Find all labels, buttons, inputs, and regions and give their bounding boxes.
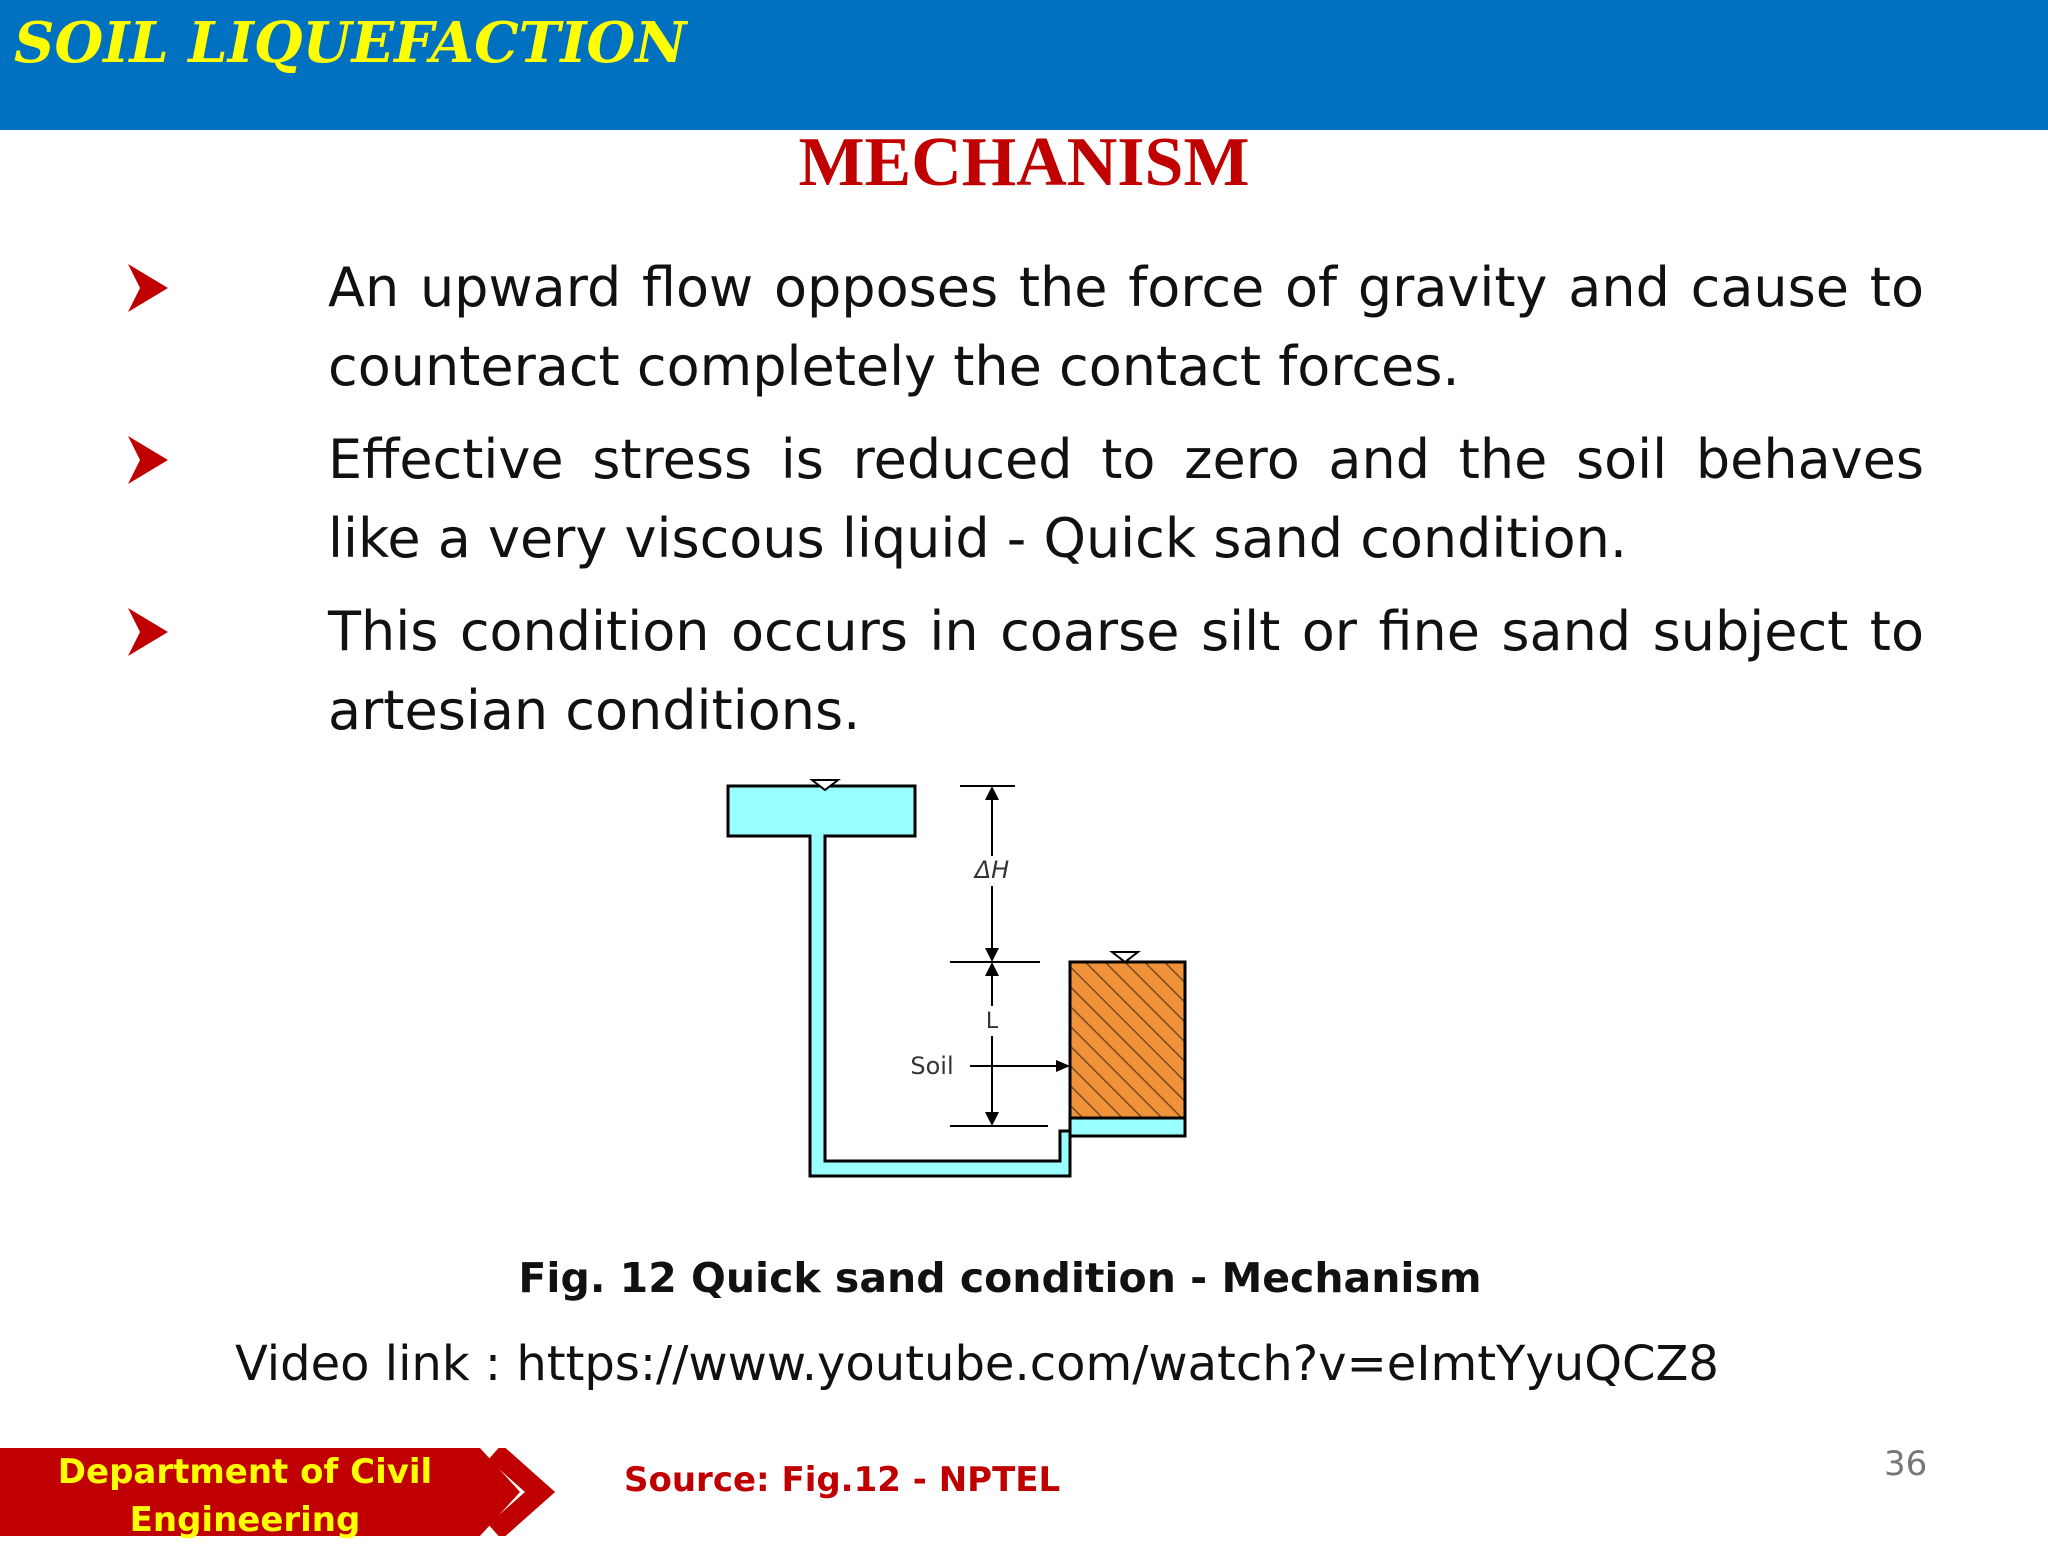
quick-sand-diagram xyxy=(720,776,1200,1196)
course-title: SOIL LIQUEFACTION xyxy=(14,10,687,76)
water-layer xyxy=(1070,1118,1185,1136)
soil-sample xyxy=(1070,962,1185,1118)
l-label: L xyxy=(985,1009,999,1034)
figure-caption: Fig. 12 Quick sand condition - Mechanism xyxy=(518,1254,1482,1302)
page-number: 36 xyxy=(1884,1444,1928,1484)
water-tube xyxy=(728,786,1105,1176)
slide-heading: MECHANISM xyxy=(798,124,1250,201)
arrowhead-bullet-icon xyxy=(126,434,170,486)
department-name: Department of Civil Engineering xyxy=(57,1452,433,1540)
bullet-text: An upward flow opposes the force of gravity and cause to counteract completely the contact forces. xyxy=(328,256,1924,398)
arrowhead-bullet-icon xyxy=(126,606,170,658)
video-link[interactable]: Video link : https://www.youtube.com/watch?v=eImtYyuQCZ8 xyxy=(235,1336,1719,1392)
bullet-text: Effective stress is reduced to zero and the soil behaves like a very viscous liquid - Quick sand condition. xyxy=(328,428,1924,570)
delta-h-label: ΔH xyxy=(974,856,1010,884)
source-note: Source: Fig.12 - NPTEL xyxy=(624,1460,1061,1500)
soil-label: Soil xyxy=(910,1052,954,1080)
arrowhead-bullet-icon xyxy=(126,262,170,314)
bullet-text: This condition occurs in coarse silt or fine sand subject to artesian conditions. xyxy=(328,600,1924,742)
